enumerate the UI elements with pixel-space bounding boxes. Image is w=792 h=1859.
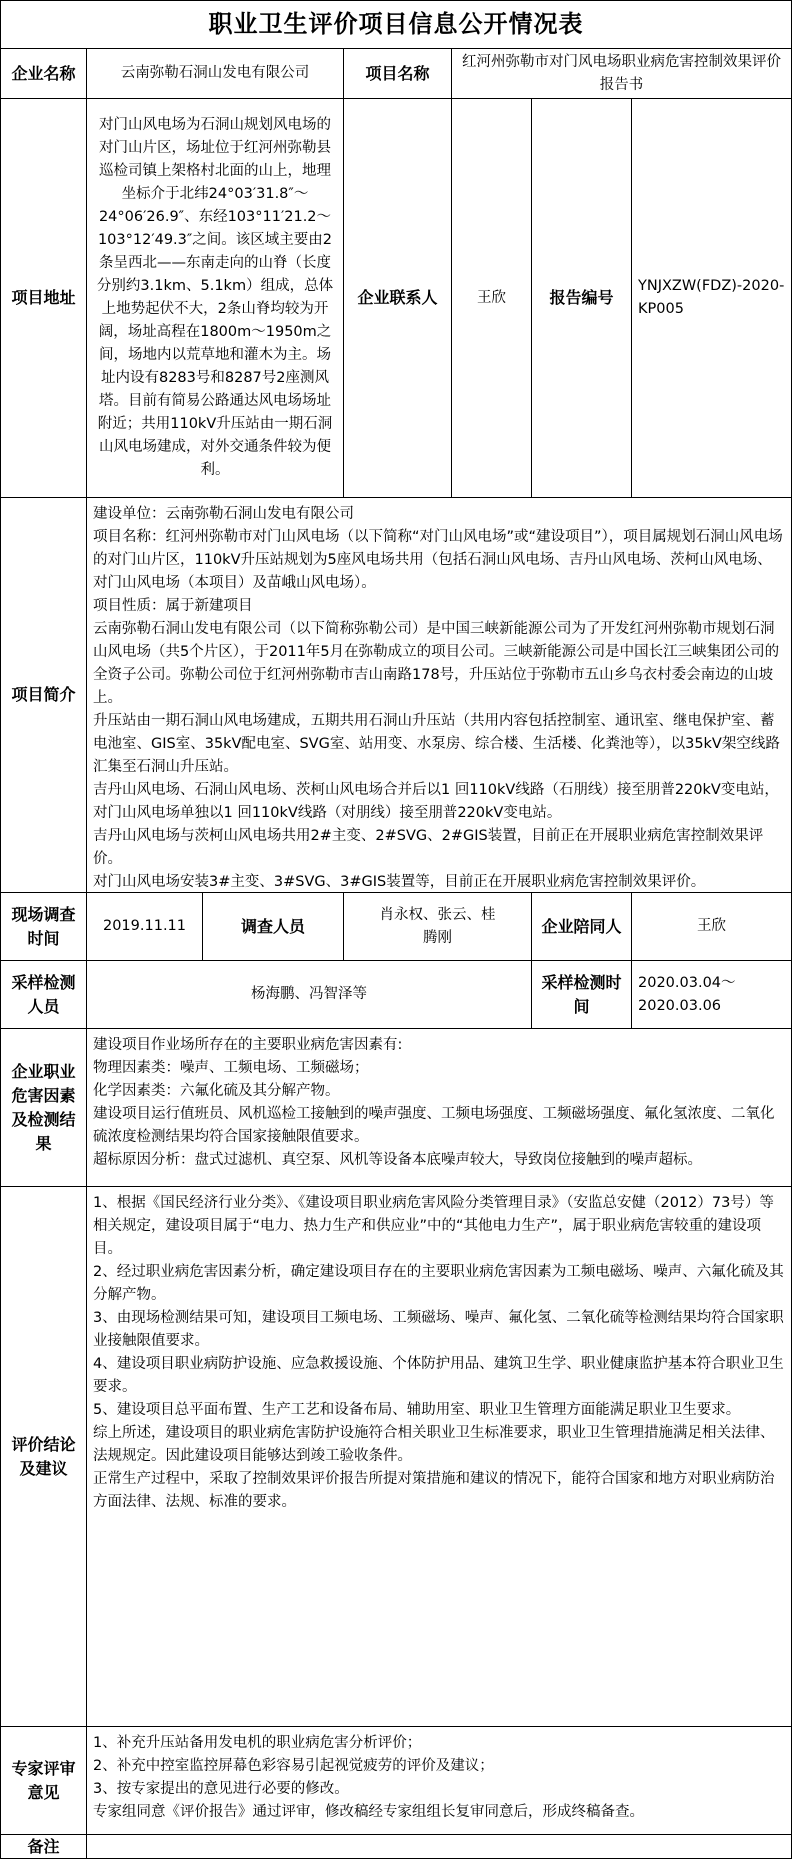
label-survey-time: 现场调查时间	[1, 893, 87, 961]
intro-paragraph: 吉丹山风电场与茨柯山风电场共用2#主变、2#SVG、2#GIS装置，目前正在开展职业病危害控制效果评价。	[93, 828, 764, 867]
value-report-no	[632, 99, 791, 498]
label-expert: 专家评审意见	[1, 1727, 87, 1835]
label-report-no: 报告编号	[532, 99, 632, 498]
hazard-line: 化学因素类：六氟化硫及其分解产物。	[93, 1083, 340, 1099]
value-surveyors: 肖永权、张云、桂腾刚	[344, 893, 532, 961]
intro-paragraph: 项目性质：属于新建项目	[93, 598, 253, 614]
label-company-contact: 企业联系人	[344, 99, 452, 498]
label-remarks: 备注	[1, 1835, 87, 1858]
value-project-intro	[87, 498, 791, 893]
label-sampling-staff: 采样检测人员	[1, 961, 87, 1029]
expert-item: 2、补充中控室监控屏幕色彩容易引起视觉疲劳的评价及建议；	[93, 1758, 494, 1774]
hazard-line: 物理因素类：噪声、工频电场、工频磁场；	[93, 1060, 369, 1076]
intro-paragraph: 对门山风电场安装3#主变、3#SVG、3#GIS装置等，目前正在开展职业病危害控制效果评价。	[93, 874, 706, 890]
intro-paragraph: 项目名称：红河州弥勒市对门山风电场（以下简称“对门山风电场”或“建设项目”），项目属规划石洞山风电场的对门山片区，110kV升压站规划为5座风电场共用（包括石洞山风电场、吉丹山风电场、茨柯山风电场、对门山风电场（本项目）及苗峨山风电场）。	[93, 529, 783, 591]
label-project-name: 项目名称	[344, 49, 452, 99]
conclusion-item: 4、建设项目职业病防护设施、应急救援设施、个体防护用品、建筑卫生学、职业健康监护基本符合职业卫生要求。	[93, 1356, 784, 1395]
expert-item: 1、补充升压站备用发电机的职业病危害分析评价；	[93, 1735, 422, 1751]
value-project-address: 对门山风电场为石洞山规划风电场的对门山片区，场址位于红河州弥勒县巡检司镇上架格村北面的山上，地理坐标介于北纬24°03′31.8″～24°06′26.9″、东经103°11′21.2～103°12′49.3″之间。该区域主要由2条呈西北——东南走向的山脊（长度分别约3.1km、5.1km）组成，总体上地势起伏不大，2条山脊均较为开阔，场址高程在1800m～1950m之间，场地内以荒草地和灌木为主。场址内设有8283号和8287号2座测风塔。目前有简易公路通达风电场场址附近；共用110kV升压站由一期石洞山风电场建成，对外交通条件较为便利。	[87, 99, 344, 498]
intro-paragraph: 升压站由一期石洞山风电场建成，五期共用石洞山升压站（共用内容包括控制室、通讯室、继电保护室、蓄电池室、GIS室、35kV配电室、SVG室、站用变、水泵房、综合楼、生活楼、化粪池等），以35kV架空线路汇集至石洞山升压站。	[93, 713, 780, 775]
value-sampling-time: 2020.03.04～2020.03.06	[632, 961, 791, 1029]
value-survey-time: 2019.11.11	[87, 893, 203, 961]
expert-item: 3、按专家提出的意见进行必要的修改。	[93, 1781, 349, 1797]
value-remarks	[87, 1835, 791, 1858]
value-company-escort: 王欣	[632, 893, 791, 961]
label-conclusion: 评价结论及建议	[1, 1187, 87, 1727]
table-title: 职业卫生评价项目信息公开情况表	[1, 1, 791, 49]
intro-paragraph: 云南弥勒石洞山发电有限公司（以下简称弥勒公司）是中国三峡新能源公司为了开发红河州弥勒市规划石洞山风电场（共5个片区），于2011年5月在弥勒成立的项目公司。三峡新能源公司是中国长江三峡集团公司的全资子公司。弥勒公司位于红河州弥勒市吉山南路178号，升压站位于弥勒市五山乡乌衣村委会南边的山坡上。	[93, 621, 780, 706]
hazard-line: 建设项目作业场所存在的主要职业病危害因素有:	[93, 1037, 403, 1053]
conclusion-item: 3、由现场检测结果可知，建设项目工频电场、工频磁场、噪声、氟化氢、二氧化硫等检测结果均符合国家职业接触限值要求。	[93, 1310, 784, 1349]
label-company-name: 企业名称	[1, 49, 87, 99]
intro-paragraph: 建设单位：云南弥勒石洞山发电有限公司	[93, 506, 354, 522]
label-hazards: 企业职业危害因素及检测结果	[1, 1029, 87, 1187]
label-sampling-time: 采样检测时间	[532, 961, 632, 1029]
value-project-name: 红河州弥勒市对门风电场职业病危害控制效果评价报告书	[452, 49, 791, 99]
value-sampling-staff: 杨海鹏、冯智泽等	[87, 961, 532, 1029]
label-surveyors: 调查人员	[203, 893, 344, 961]
value-company-contact: 王欣	[452, 99, 532, 498]
label-project-intro: 项目简介	[1, 498, 87, 893]
report-no-text: YNJXZW(FDZ)-2020-KP005	[638, 278, 785, 317]
label-project-address: 项目地址	[1, 99, 87, 498]
value-company-name: 云南弥勒石洞山发电有限公司	[87, 49, 344, 99]
conclusion-item: 2、经过职业病危害因素分析，确定建设项目存在的主要职业病危害因素为工频电磁场、噪声、六氟化硫及其分解产物。	[93, 1264, 784, 1303]
hazard-line: 超标原因分析：盘式过滤机、真空泵、风机等设备本底噪声较大，导致岗位接触到的噪声超标。	[93, 1152, 702, 1168]
conclusion-item: 综上所述，建设项目的职业病危害防护设施符合相关职业卫生标准要求，职业卫生管理措施满足相关法律、法规规定。因此建设项目能够达到竣工验收条件。	[93, 1425, 775, 1464]
value-expert	[87, 1727, 791, 1835]
label-company-escort: 企业陪同人	[532, 893, 632, 961]
conclusion-item: 正常生产过程中，采取了控制效果评价报告所提对策措施和建议的情况下，能符合国家和地方对职业病防治方面法律、法规、标准的要求。	[93, 1471, 775, 1510]
expert-item: 专家组同意《评价报告》通过评审，修改稿经专家组组长复审同意后，形成终稿备查。	[93, 1804, 644, 1820]
conclusion-item: 1、根据《国民经济行业分类》、《建设项目职业病危害风险分类管理目录》（安监总安健（2012）73号）等相关规定，建设项目属于“电力、热力生产和供应业”中的“其他电力生产”，属于职业病危害较重的建设项目。	[93, 1195, 774, 1257]
value-conclusion	[87, 1187, 791, 1727]
value-hazards	[87, 1029, 791, 1187]
hazard-line: 建设项目运行值班员、风机巡检工接触到的噪声强度、工频电场强度、工频磁场强度、氟化氢浓度、二氧化硫浓度检测结果均符合国家接触限值要求。	[93, 1106, 775, 1145]
conclusion-item: 5、建设项目总平面布置、生产工艺和设备布局、辅助用室、职业卫生管理方面能满足职业卫生要求。	[93, 1402, 741, 1418]
intro-paragraph: 吉丹山风电场、石洞山风电场、茨柯山风电场合并后以1 回110kV线路（石朋线）接至朋普220kV变电站，对门山风电场单独以1 回110kV线路（对朋线）接至朋普220kV变电站。	[93, 782, 779, 821]
